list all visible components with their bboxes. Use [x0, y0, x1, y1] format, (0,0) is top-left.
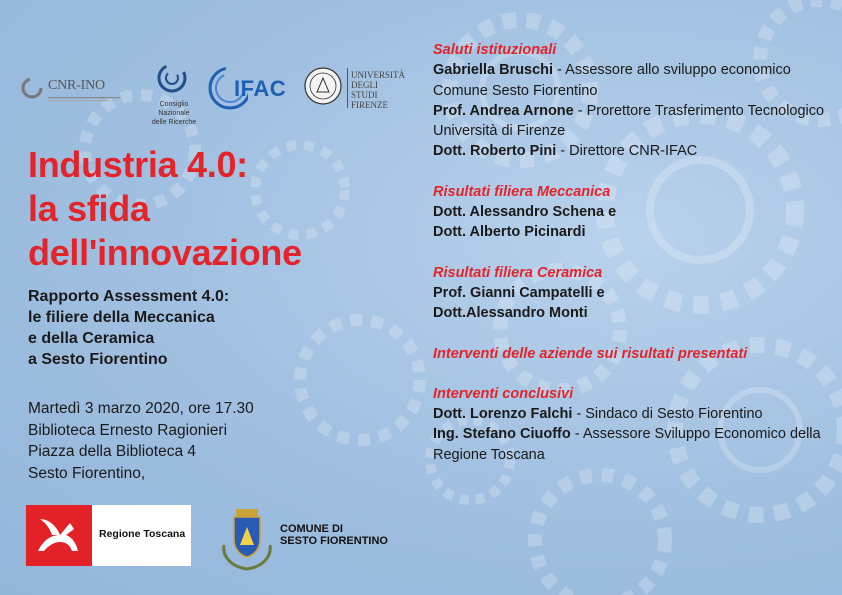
speaker-role: - Sindaco di Sesto Fiorentino — [572, 406, 763, 423]
program-section — [433, 384, 833, 465]
regione-toscana-logo — [26, 505, 191, 566]
program-section — [433, 40, 833, 162]
speaker-name: Ing. Stefano Ciuoffo — [433, 426, 571, 443]
program-section — [433, 263, 833, 324]
program-section — [433, 344, 833, 364]
cnr-label: Consiglio Nazionale delle Ricerche — [151, 101, 197, 126]
cnr-ino-logo — [20, 76, 120, 106]
speaker-role: - Assessore allo sviluppo economico Comune Sesto Fiorentino — [433, 62, 791, 99]
speaker-name: Gabriella Bruschi — [433, 62, 554, 79]
event-details — [28, 398, 254, 484]
comune-label: COMUNE DI SESTO FIORENTINO — [280, 523, 388, 547]
unifi-logo — [303, 64, 403, 114]
speaker-name: Dott. Roberto Pini — [433, 143, 557, 160]
event-address: Piazza della Biblioteca 4 — [28, 443, 197, 460]
subtitle-line: le filiere della Meccanica — [28, 309, 215, 326]
cnr-logo — [136, 62, 206, 126]
speaker-role: - Prorettore Trasferimento Tecnologico Università di Firenze — [433, 102, 825, 140]
speaker-name: Dott. Lorenzo Falchi — [433, 406, 573, 423]
title-line: la sfida — [28, 188, 150, 229]
partner-logos — [20, 62, 405, 126]
pegasus-emblem-icon — [26, 505, 92, 566]
speaker-entry — [433, 404, 833, 424]
subtitle-line: Rapporto Assessment 4.0: — [28, 288, 230, 305]
title-line: dell'innovazione — [28, 232, 302, 273]
comune-sesto-logo — [218, 505, 398, 571]
title-line: Industria 4.0: — [28, 144, 248, 185]
speaker-entry — [433, 101, 833, 142]
speaker-name: Dott.Alessandro Monti — [433, 305, 588, 322]
program-section — [433, 182, 833, 243]
section-title: Interventi conclusivi — [433, 385, 574, 402]
speaker-role: - Direttore CNR-IFAC — [556, 143, 698, 160]
speaker-name: Prof. Gianni Campatelli e — [433, 284, 605, 301]
event-title — [28, 143, 302, 275]
ifac-label: IFAC — [234, 76, 287, 101]
cnr-ino-icon — [20, 76, 44, 100]
subtitle-line: e della Ceramica — [28, 330, 155, 347]
program-list — [433, 40, 833, 485]
cnr-ino-subtitle-lines — [48, 96, 120, 102]
regione-mark — [26, 505, 92, 566]
coat-of-arms-icon — [218, 505, 276, 571]
event-city: Sesto Fiorentino, — [28, 464, 146, 482]
event-venue: Biblioteca Ernesto Ragionieri — [28, 421, 228, 439]
event-subtitle — [28, 286, 229, 370]
speaker-entry — [433, 303, 833, 323]
ifac-logo — [208, 64, 294, 112]
cnr-icon — [152, 62, 192, 98]
speaker-entry — [433, 60, 833, 101]
speaker-name: Prof. Andrea Arnone — [433, 102, 574, 119]
unifi-divider — [347, 68, 349, 108]
speaker-entry — [433, 202, 833, 222]
event-date: Martedì 3 marzo 2020, ore 17.30 — [28, 400, 254, 417]
unifi-label: UNIVERSITÀ DEGLI STUDI FIRENZE — [351, 70, 405, 110]
speaker-name: Dott. Alberto Picinardi — [433, 224, 586, 241]
cnr-ino-label: CNR-INO — [48, 78, 105, 93]
section-title: Risultati filiera Ceramica — [433, 264, 603, 281]
speaker-entry — [433, 222, 833, 242]
speaker-role: - Assessore Sviluppo Economico della Regione Toscana — [433, 426, 821, 463]
regione-label: Regione Toscana — [99, 528, 186, 540]
speaker-entry — [433, 283, 833, 303]
unifi-seal-icon — [303, 66, 343, 106]
speaker-entry — [433, 141, 833, 161]
speaker-name: Dott. Alessandro Schena e — [433, 204, 617, 221]
speaker-entry — [433, 424, 833, 465]
subtitle-line: a Sesto Fiorentino — [28, 351, 168, 368]
section-title: Risultati filiera Meccanica — [433, 183, 611, 200]
section-title: Saluti istituzionali — [433, 42, 557, 58]
section-title: Interventi delle aziende sui risultati presentati — [433, 345, 748, 362]
